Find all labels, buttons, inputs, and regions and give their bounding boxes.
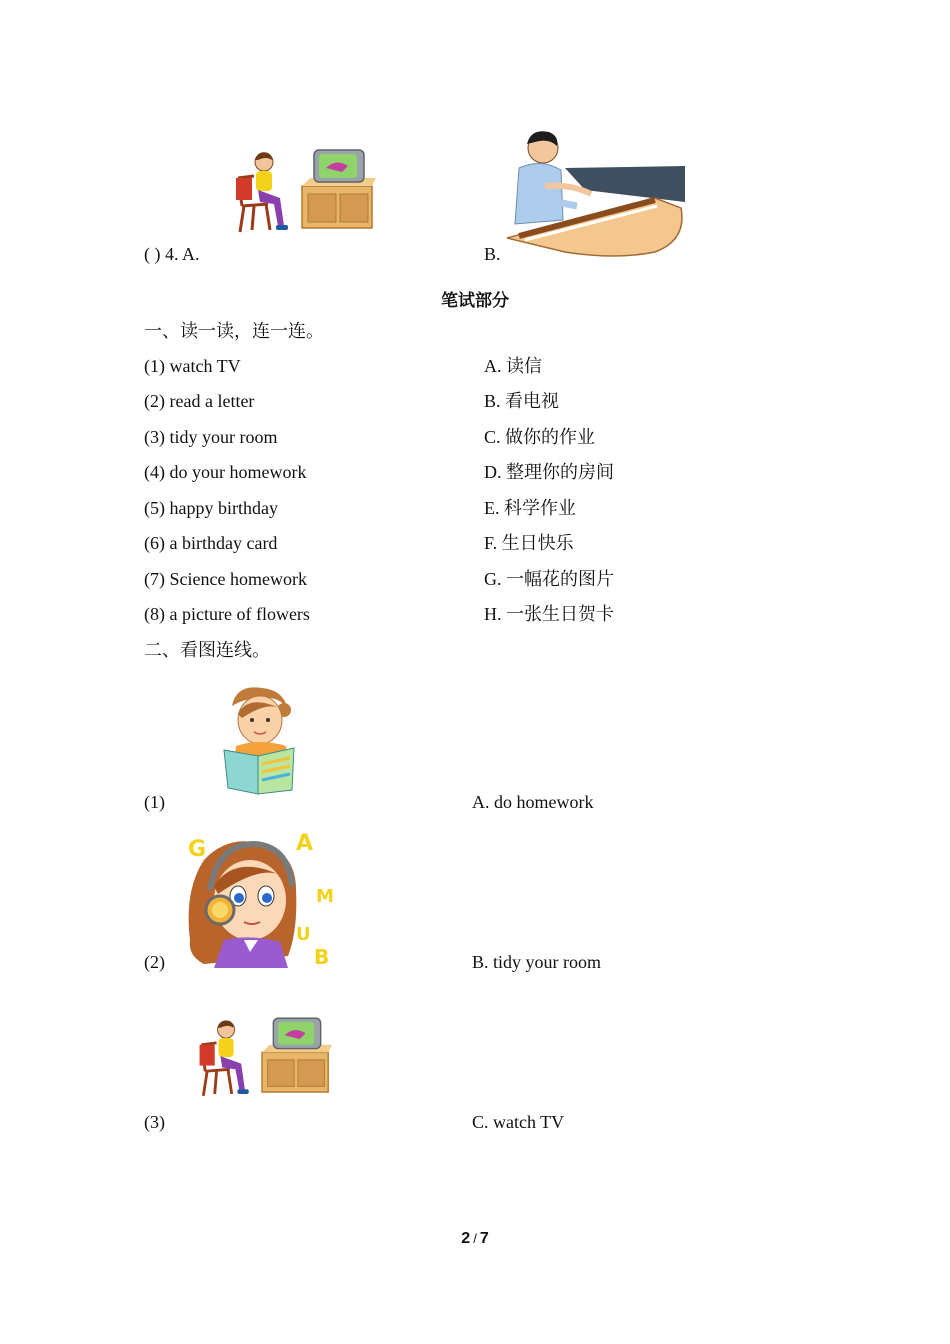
page-number <box>0 1230 950 1248</box>
part1-left-item: (1) watch TV <box>144 356 241 376</box>
girl-reading-illustration <box>222 684 298 796</box>
part2-option: B. tidy your room <box>472 952 601 972</box>
part1-right-item: H. 一张生日贺卡 <box>484 604 614 624</box>
tv-watching-illustration <box>192 1014 332 1102</box>
part1-right-item: D. 整理你的房间 <box>484 462 614 482</box>
part1-left-item: (5) happy birthday <box>144 498 278 518</box>
part2-option: A. do homework <box>472 792 594 812</box>
question-4-option-b: B. <box>484 244 501 264</box>
part2-item-number: (3) <box>144 1112 165 1132</box>
part1-heading: 一、读一读，连一连。 <box>144 321 324 341</box>
girl-headphones-illustration <box>184 830 340 970</box>
written-section-title: 笔试部分 <box>441 291 509 311</box>
music-letter: B <box>314 945 330 969</box>
part1-right-item: E. 科学作业 <box>484 498 576 518</box>
page-separator: / <box>473 1231 477 1246</box>
music-letter: U <box>296 924 311 945</box>
part2-item-number: (2) <box>144 952 165 972</box>
part1-left-item: (8) a picture of flowers <box>144 604 310 624</box>
part1-left-item: (6) a birthday card <box>144 533 278 553</box>
music-letter: G <box>188 837 207 862</box>
tv-watching-illustration-a <box>228 148 376 236</box>
piano-playing-illustration-b <box>505 128 687 256</box>
part1-left-item: (7) Science homework <box>144 569 307 589</box>
part1-right-item: B. 看电视 <box>484 391 560 411</box>
part1-right-item: F. 生日快乐 <box>484 533 574 553</box>
part2-item-number: (1) <box>144 792 165 812</box>
part1-left-item: (3) tidy your room <box>144 427 278 447</box>
page-current: 2 <box>461 1230 471 1247</box>
music-letter: M <box>316 886 334 907</box>
music-letter: A <box>296 831 314 856</box>
question-4-prefix: ( ) 4. A. <box>144 244 200 264</box>
part1-right-item: C. 做你的作业 <box>484 427 596 447</box>
part1-left-item: (4) do your homework <box>144 462 307 482</box>
part2-heading: 二、看图连线。 <box>144 640 270 660</box>
part1-right-item: G. 一幅花的图片 <box>484 569 614 589</box>
page-total: 7 <box>479 1230 489 1247</box>
part1-right-item: A. 读信 <box>484 356 542 376</box>
part1-left-item: (2) read a letter <box>144 391 255 411</box>
part2-option: C. watch TV <box>472 1112 565 1132</box>
